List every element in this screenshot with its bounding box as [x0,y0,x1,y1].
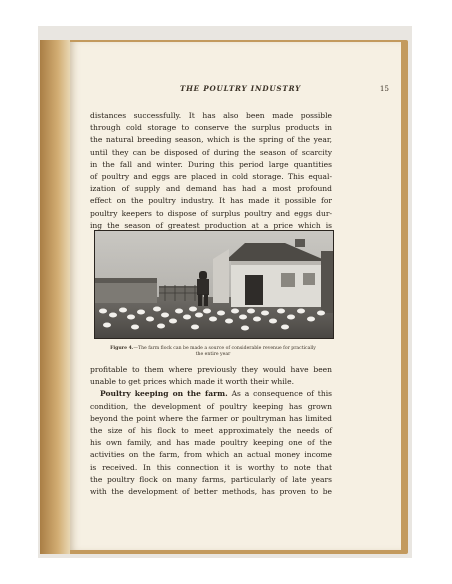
text-line: ing the season of greatest production at a price which is [90,220,332,230]
text-line: effect on the poultry industry. It has made it possible for [90,196,332,206]
text-line: poultry keepers to dispose of surplus poultry and eggs dur- [90,208,332,218]
text-line: the poultry flock on many farms, particularly of late years [90,474,332,484]
text-line: unable to get prices which made it worth their while. [90,377,294,387]
paragraph-2 [90,364,332,498]
text-line: profitable to them where previously they would have been [90,365,332,374]
book-spine [40,40,70,554]
figure-label: Figure 4. [110,346,134,351]
text-line: with the development of better methods, has proven to be [90,487,332,497]
text-line: the size of his flock to meet approximately the needs of [90,426,332,436]
running-title: THE POULTRY INDUSTRY [179,84,302,93]
text-line: the natural breeding season, which is the spring of the year, [90,135,332,145]
text-line: ization of supply and demand has had a most profound [90,184,332,194]
text-line: is received. In this connection it is worthy to note that [90,462,332,472]
text-line: activities on the farm, from which an actual money income [90,450,332,460]
figure-caption [106,346,320,358]
page-header [92,84,389,96]
book-page [70,42,401,550]
text-line: until they can be disposed of during the season of scarcity [90,147,332,157]
farm-flock-photo [94,230,334,339]
section-heading: Poultry keeping on the farm. [100,389,228,399]
text-line: through cold storage to conserve the surplus products in [90,123,332,133]
text-line: condition, the development of poultry keeping has grown [90,401,332,411]
figure-caption-text: —The farm flock can be made a source of considerable revenue for practically the entire year [133,346,316,357]
text-line: his own family, and has made poultry keeping one of the [90,438,332,448]
text-line: of poultry and eggs are placed in cold storage. This equal- [90,172,332,182]
page-number: 15 [379,84,389,93]
text-line: in the fall and winter. During this period large quantities [90,159,332,169]
text-line: distances successfully. It has also been made possible [90,111,332,120]
section-first-line [90,388,332,400]
text-run: As a consequence of this [231,389,332,399]
paragraph-1 [90,110,332,232]
text-line: beyond the point where the farmer or poultryman has limited [90,413,332,423]
